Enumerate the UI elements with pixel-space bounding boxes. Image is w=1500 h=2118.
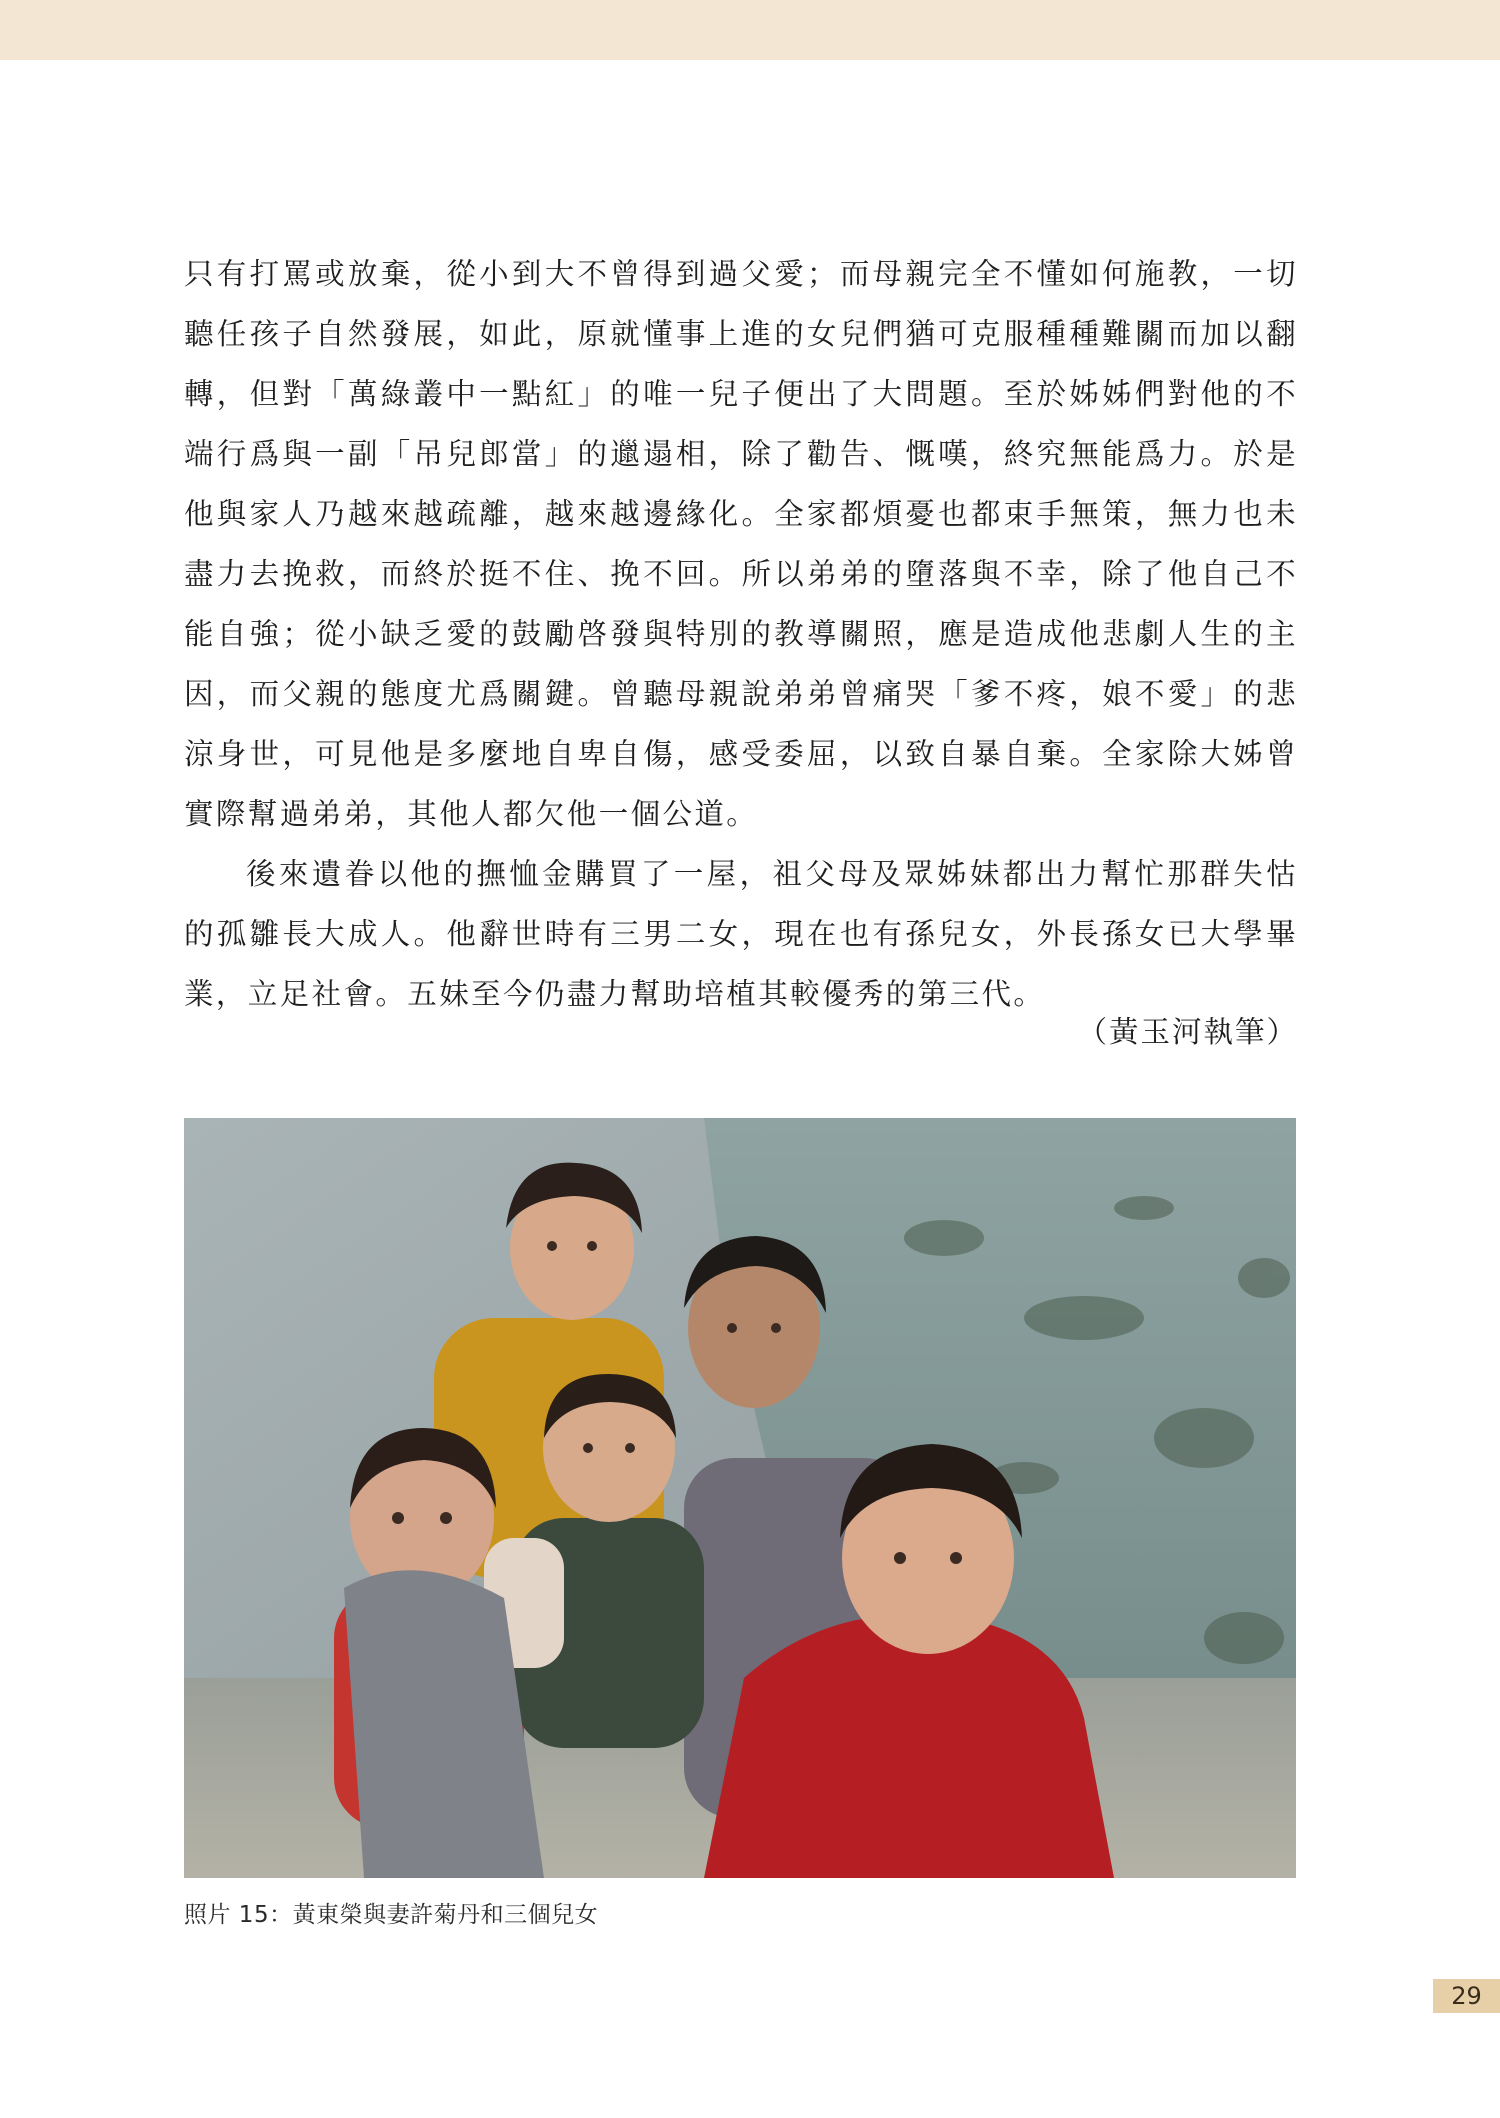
page-number: 29 bbox=[1433, 1979, 1500, 2013]
paragraph-1: 只有打罵或放棄，從小到大不曾得到過父愛；而母親完全不懂如何施教，一切聽任孩子自然發展，如此，原就懂事上進的女兒們猶可克服種種難關而加以翻轉，但對「萬綠叢中一點紅」的唯一兒子便出了大問題。至於姊姊們對他的不端行爲與一副「吊兒郎當」的邋遢相，除了勸告、慨嘆，終究無能爲力。於是他與家人乃越來越疏離，越來越邊緣化。全家都煩憂也都束手無策，無力也未盡力去挽救，而終於挺不住、挽不回。所以弟弟的墮落與不幸，除了他自己不能自強；從小缺乏愛的鼓勵啓發與特別的教導關照，應是造成他悲劇人生的主因，而父親的態度尤爲關鍵。曾聽母親說弟弟曾痛哭「爹不疼，娘不愛」的悲涼身世，可見他是多麼地自卑自傷，感受委屈，以致自暴自棄。全家除大姊曾實際幫過弟弟，其他人都欠他一個公道。 bbox=[184, 257, 1298, 831]
author-byline: （黃玉河執筆） bbox=[1077, 1015, 1298, 1049]
paragraph-2: 後來遺眷以他的撫恤金購買了一屋，祖父母及眾姊妹都出力幫忙那群失怙的孤雛長大成人。他辭世時有三男二女，現在也有孫兒女，外長孫女已大學畢業，立足社會。五妹至今仍盡力幫助培植其較優秀的第三代。 bbox=[184, 857, 1298, 1011]
photo-caption: 照片 15：黃東榮與妻許菊丹和三個兒女 bbox=[184, 1902, 599, 1928]
body-text bbox=[184, 244, 1298, 1024]
header-band bbox=[0, 0, 1500, 60]
family-photo bbox=[184, 1118, 1296, 1878]
